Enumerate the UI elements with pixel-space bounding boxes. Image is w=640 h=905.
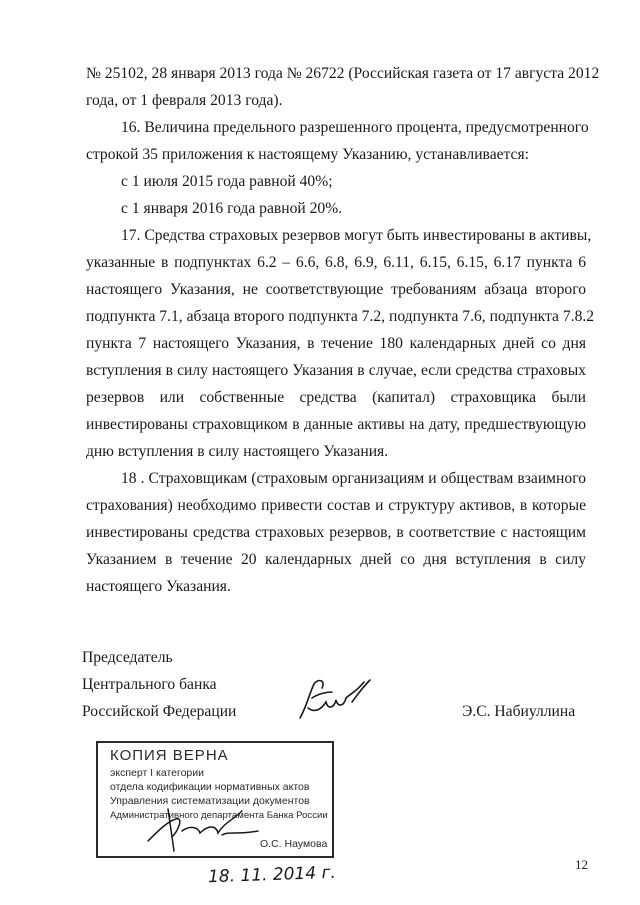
body-line: Указанием в течение 20 календарных дней со дня вступления в силу [86, 551, 586, 568]
signatory-title: Центрального банка [82, 676, 217, 693]
stamp-date: 18. 11. 2014 г. [207, 862, 337, 888]
body-line: с 1 января 2016 года равной 20%. [121, 200, 343, 217]
stamp-title: КОПИЯ ВЕРНА [110, 747, 229, 764]
body-line: указанные в подпунктах 6.2 – 6.6, 6.8, 6.9, 6.11, 6.15, 6.15, 6.17 пункта 6 [86, 254, 586, 271]
stamp-line: Административного департамента Банка России [110, 810, 328, 821]
body-line: настоящего Указания. [86, 578, 231, 595]
stamp-officer-name: О.С. Наумова [260, 838, 328, 850]
signatory-name: Э.С. Набиуллина [462, 703, 576, 720]
handwritten-signature [292, 678, 374, 726]
body-line: подпункта 7.1, абзаца второго подпункта 7.2, подпункта 7.6, подпункта 7.8.2 [86, 308, 595, 325]
stamp-line: отдела кодификации нормативных актов [110, 781, 310, 793]
body-line: страхования) необходимо привести состав и структуру активов, в которые [86, 497, 586, 514]
body-line: инвестированы средства страховых резервов, в соответствие с настоящим [86, 524, 586, 541]
body-line: дню вступления в силу настоящего Указания. [86, 443, 389, 460]
body-line: пункта 7 настоящего Указания, в течение 180 календарных дней со дня [86, 335, 586, 352]
signatory-title: Российской Федерации [82, 703, 237, 720]
paragraph-18-line: 18 . Страховщикам (страховым организациям и обществам взаимного [121, 470, 586, 487]
body-line: строкой 35 приложения к настоящему Указанию, устанавливается: [86, 146, 529, 163]
body-line: года, от 1 февраля 2013 года). [86, 92, 283, 109]
body-line: настоящего Указания, не соответствующие требованиям абзаца второго [86, 281, 586, 298]
paragraph-17-line: 17. Средства страховых резервов могут быть инвестированы в активы, [121, 227, 592, 244]
signatory-title: Председатель [82, 649, 173, 666]
stamp-line: эксперт I категории [110, 767, 204, 779]
body-line: с 1 июля 2015 года равной 40%; [121, 173, 333, 190]
certification-stamp [96, 741, 334, 858]
page-number: 12 [575, 857, 588, 872]
stamp-signature [138, 801, 268, 856]
body-line: вступления в силу настоящего Указания в случае, если средства страховых [86, 362, 586, 379]
body-line: резервов или собственные средства (капитал) страховщика были [86, 389, 586, 406]
body-line: № 25102, 28 января 2013 года № 26722 (Российская газета от 17 августа 2012 [86, 65, 600, 82]
body-line: инвестированы страховщиком в данные активы на дату, предшествующую [86, 416, 586, 433]
stamp-line: Управления систематизации документов [110, 795, 310, 807]
paragraph-16-line: 16. Величина предельного разрешенного процента, предусмотренного [121, 119, 589, 136]
